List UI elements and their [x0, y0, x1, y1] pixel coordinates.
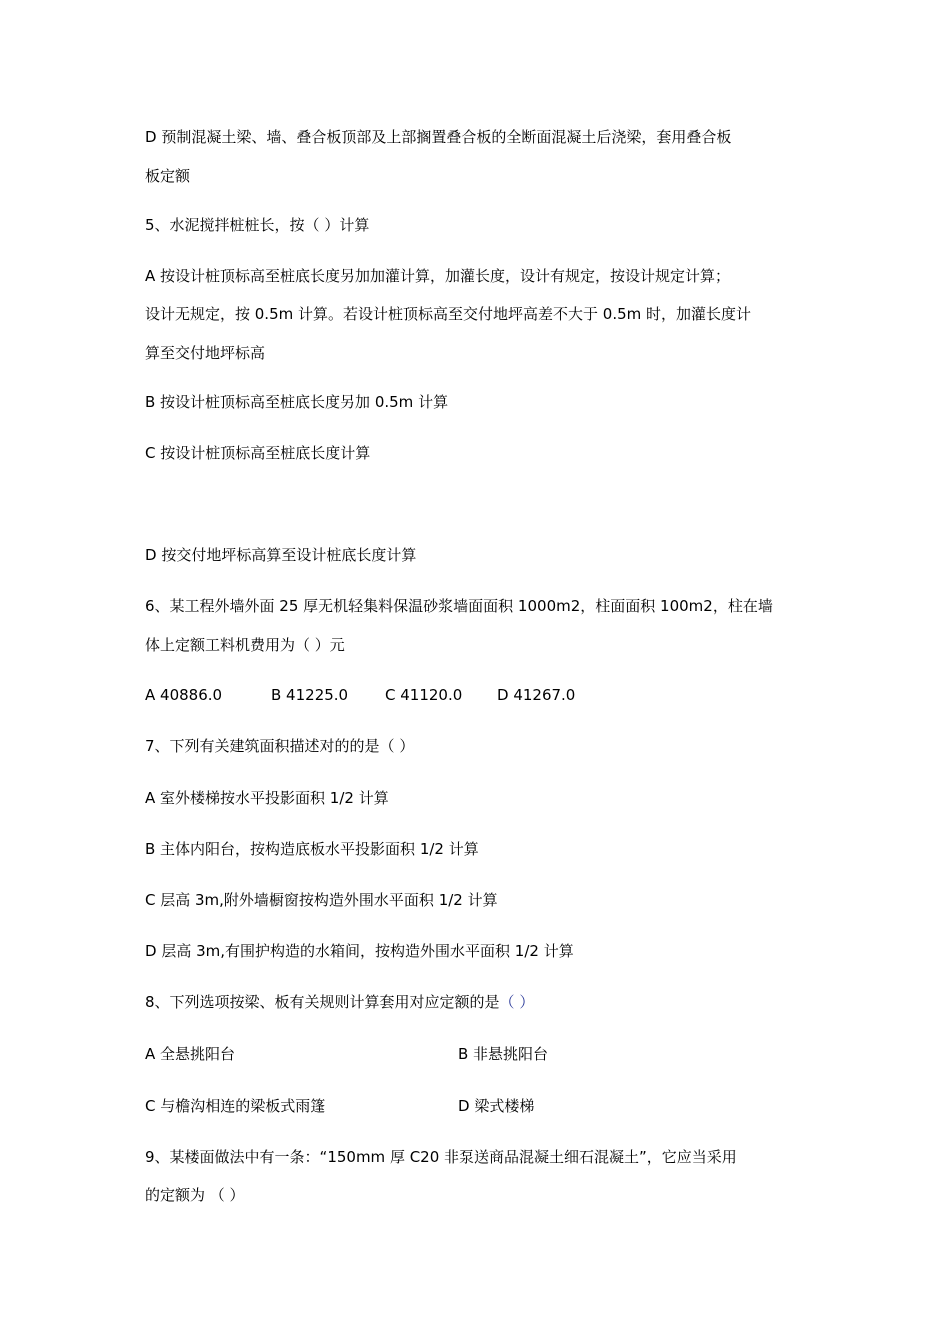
q8-option-d: D 梁式楼梯 [458, 1097, 535, 1115]
question-5: 5、水泥搅拌桩桩长，按（ ）计算 [145, 216, 370, 234]
question-8 [145, 992, 534, 1012]
q8-option-c: C 与檐沟相连的梁板式雨篷 [145, 1097, 326, 1115]
q8-options-row2 [145, 1096, 845, 1116]
question-8-text: 8、下列选项按梁、板有关规则计算套用对应定额的是 [145, 993, 500, 1011]
q7-option-d: D 层高 3m,有围护构造的水箱间，按构造外围水平面积 1/2 计算 [145, 942, 574, 960]
q6-options [145, 685, 845, 705]
q6-option-d: D 41267.0 [497, 686, 576, 704]
question-7: 7、下列有关建筑面积描述对的的是（ ） [145, 737, 415, 755]
q4-option-d-line2: 板定额 [145, 167, 191, 185]
q7-option-c: C 层高 3m,附外墙橱窗按构造外围水平面积 1/2 计算 [145, 891, 498, 909]
q8-options-row1 [145, 1044, 845, 1064]
q7-option-a: A 室外楼梯按水平投影面积 1/2 计算 [145, 789, 389, 807]
q7-option-b: B 主体内阳台，按构造底板水平投影面积 1/2 计算 [145, 840, 479, 858]
question-6-line2: 体上定额工料机费用为（ ）元 [145, 636, 345, 654]
q4-option-d-line1: D 预制混凝土梁、墙、叠合板顶部及上部搁置叠合板的全断面混凝土后浇梁，套用叠合板 [145, 128, 732, 146]
q6-option-c: C 41120.0 [385, 686, 463, 704]
q5-option-a-line3: 算至交付地坪标高 [145, 344, 266, 362]
question-6-line1: 6、某工程外墙外面 25 厚无机轻集料保温砂浆墙面面积 1000m2，柱面面积 100m2，柱在墙 [145, 597, 773, 615]
q5-option-a-line2: 设计无规定，按 0.5m 计算。若设计桩顶标高至交付地坪高差不大于 0.5m 时，加灌长度计 [145, 305, 752, 323]
question-9-line1: 9、某楼面做法中有一条：“150mm 厚 C20 非泵送商品混凝土细石混凝土”，它应当采用 [145, 1148, 737, 1166]
question-8-blank: （ ） [499, 993, 535, 1011]
q5-option-d: D 按交付地坪标高算至设计桩底长度计算 [145, 546, 417, 564]
q5-option-a-line1: A 按设计桩顶标高至桩底长度另加加灌计算，加灌长度，设计有规定，按设计规定计算； [145, 267, 731, 285]
q6-option-b: B 41225.0 [271, 686, 349, 704]
q5-option-b: B 按设计桩顶标高至桩底长度另加 0.5m 计算 [145, 393, 449, 411]
q8-option-b: B 非悬挑阳台 [458, 1045, 549, 1063]
question-9-line2: 的定额为 （ ） [145, 1186, 245, 1204]
q6-option-a: A 40886.0 [145, 686, 223, 704]
q8-option-a: A 全悬挑阳台 [145, 1045, 236, 1063]
q5-option-c: C 按设计桩顶标高至桩底长度计算 [145, 444, 371, 462]
